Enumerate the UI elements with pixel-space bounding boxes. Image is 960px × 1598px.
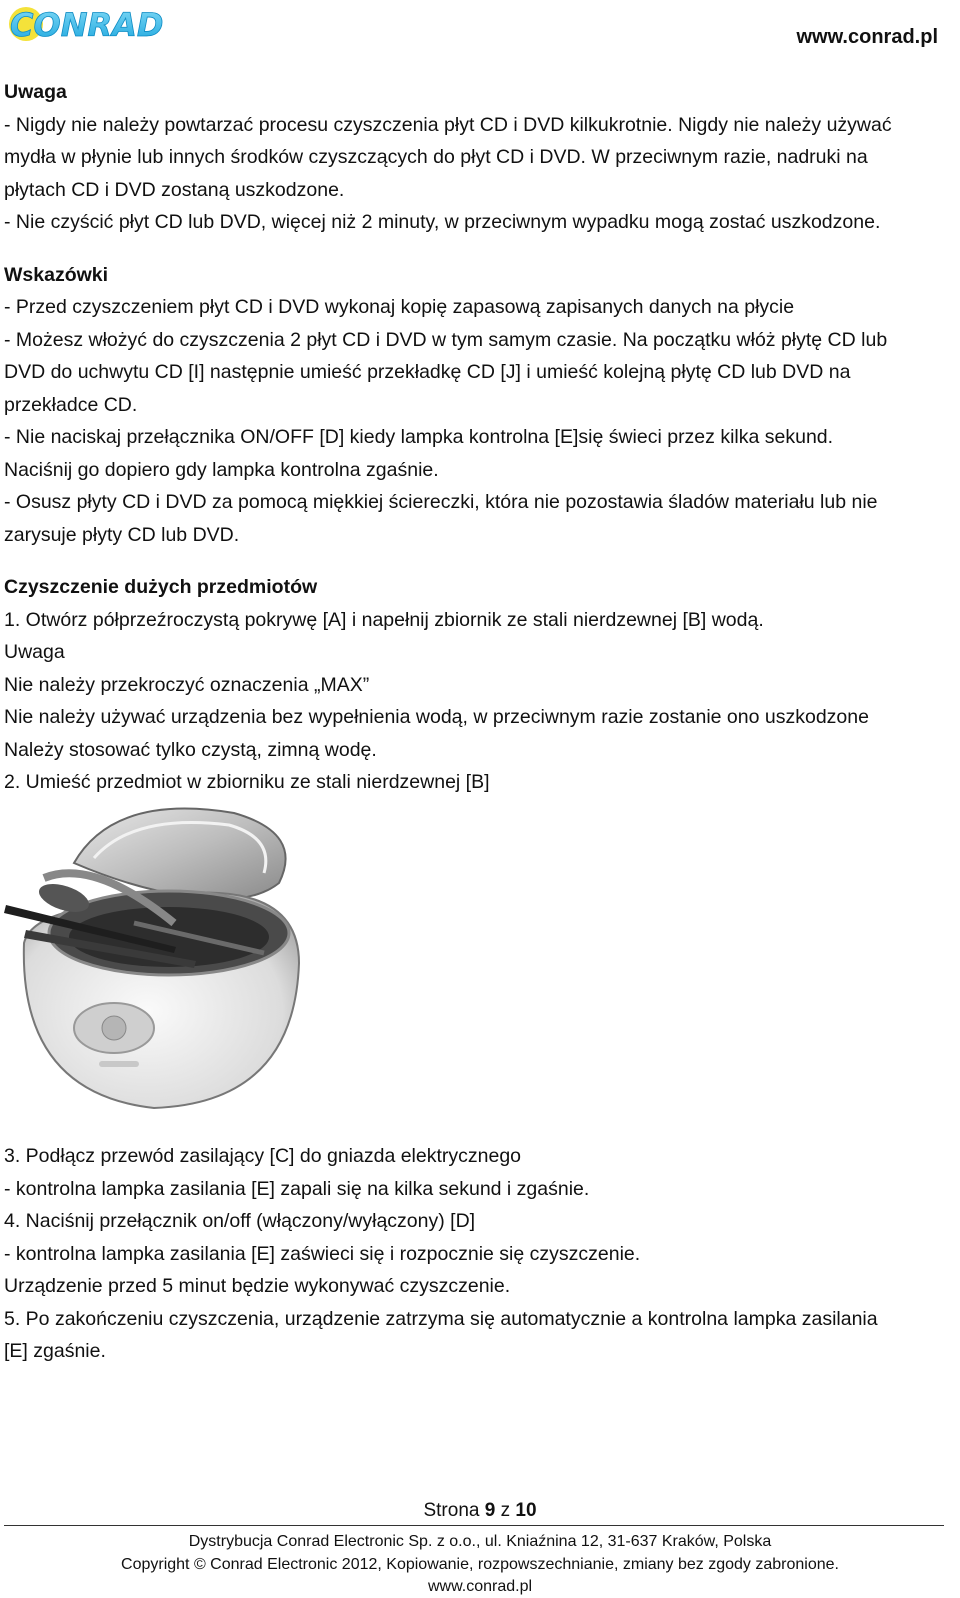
text-line: 1. Otwórz półprzeźroczystą pokrywę [A] i napełnij zbiornik ze stali nierdzewnej [B] wodą. xyxy=(4,608,764,631)
text-line: - Przed czyszczeniem płyt CD i DVD wykonaj kopię zapasową zapisanych danych na płycie xyxy=(4,296,795,318)
text-line: Należy stosować tylko czystą, zimną wodę. xyxy=(4,738,377,761)
text-line: - Nigdy nie należy powtarzać procesu czyszczenia płyt CD i DVD kilkukrotnie. Nigdy nie należy używać xyxy=(4,113,892,136)
text-line: Urządzenie przed 5 minut będzie wykonywać czyszczenie. xyxy=(4,1275,511,1297)
text-line: - Nie czyścić płyt CD lub DVD, więcej niż 2 minuty, w przeciwnym wypadku mogą zostać uszkodzone. xyxy=(4,211,881,233)
heading-uwaga: Uwaga xyxy=(4,81,67,103)
text-line: - kontrolna lampka zasilania [E] zapali się na kilka sekund i zgaśnie. xyxy=(4,1177,590,1200)
text-line: przekładce CD. xyxy=(4,393,138,416)
text-line: - Nie naciskaj przełącznika ON/OFF [D] kiedy lampka kontrolna [E]się świeci przez kilka sekund. xyxy=(4,426,834,448)
heading-wskazowki: Wskazówki xyxy=(4,263,109,286)
text-line: 3. Podłącz przewód zasilający [C] do gniazda elektrycznego xyxy=(4,1145,522,1167)
heading-czyszczenie: Czyszczenie dużych przedmiotów xyxy=(4,576,318,598)
text-line: płytach CD i DVD zostaną uszkodzone. xyxy=(4,178,345,201)
footer-address: Dystrybucja Conrad Electronic Sp. z o.o., ul. Kniaźnina 12, 31-637 Kraków, Polska xyxy=(188,1533,772,1550)
footer-copyright: Copyright © Conrad Electronic 2012, Kopiowanie, rozpowszechnianie, zmiany bez zgody zabronione. xyxy=(121,1556,839,1573)
text-line: - kontrolna lampka zasilania [E] zaświeci się i rozpocznie się czyszczenie. xyxy=(4,1242,641,1265)
text-line: 2. Umieść przedmiot w zbiorniku ze stali nierdzewnej [B] xyxy=(4,771,490,793)
text-line: 4. Naciśnij przełącznik on/off (włączony/wyłączony) [D] xyxy=(4,1210,476,1232)
site-url[interactable]: www.conrad.pl xyxy=(796,26,938,48)
text-line: Uwaga xyxy=(4,641,65,663)
text-line: mydła w płynie lub innych środków czyszczących do płyt CD i DVD. W przeciwnym razie, nadruki na xyxy=(4,146,868,168)
text-line: zarysuje płyty CD lub DVD. xyxy=(4,523,240,546)
text-line: Nie należy przekroczyć oznaczenia „MAX” xyxy=(4,673,370,696)
footer-url[interactable]: www.conrad.pl xyxy=(427,1578,533,1595)
text-line: Nie należy używać urządzenia bez wypełnienia wodą, w przeciwnym razie zostanie ono uszkodzone xyxy=(4,706,869,728)
logo-text: CONRAD xyxy=(10,6,164,44)
text-line: - Możesz włożyć do czyszczenia 2 płyt CD i DVD w tym samym czasie. Na początku włóż płytę CD lub xyxy=(4,328,888,351)
page-number: Strona 9 z 10 xyxy=(423,1500,537,1521)
main-content xyxy=(4,76,944,799)
conrad-logo xyxy=(6,2,166,46)
text-line: 5. Po zakończeniu czyszczenia, urządzenie zatrzyma się automatycznie a kontrolna lampka zasilania xyxy=(4,1307,878,1330)
text-line: [E] zgaśnie. xyxy=(4,1340,106,1362)
footer-divider xyxy=(4,1525,944,1526)
steps-content xyxy=(4,1140,944,1368)
text-line: - Osusz płyty CD i DVD za pomocą miękkiej ściereczki, która nie pozostawia śladów materiału lub nie xyxy=(4,491,878,513)
page-total: 10 xyxy=(515,1500,537,1521)
ultrasonic-cleaner-photo xyxy=(4,803,304,1115)
text-line: Naciśnij go dopiero gdy lampka kontrolna zgaśnie. xyxy=(4,458,439,481)
page-current: 9 xyxy=(484,1500,496,1521)
text-line: DVD do uchwytu CD [I] następnie umieść przekładkę CD [J] i umieść kolejną płytę CD lub DVD na xyxy=(4,361,851,383)
